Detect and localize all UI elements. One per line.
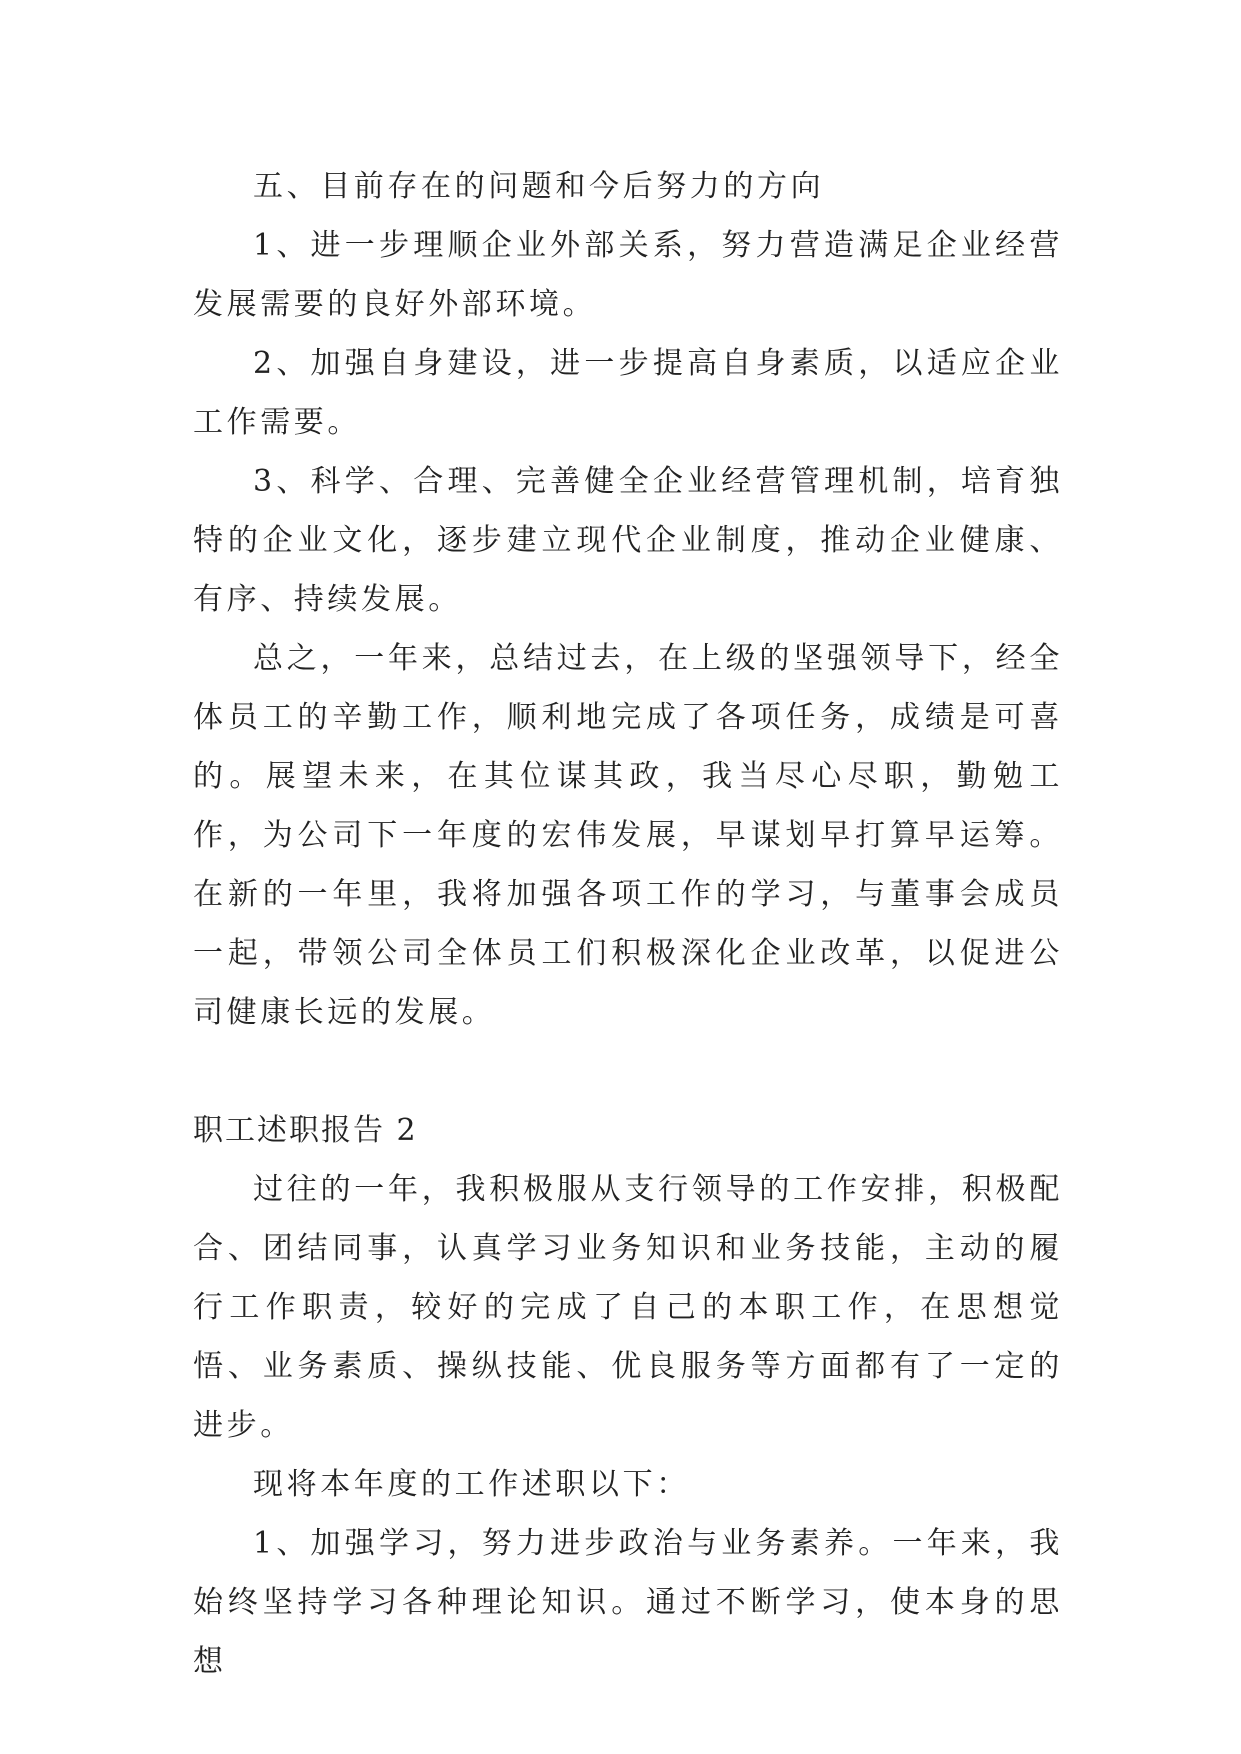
report-item-1: 1、加强学习，努力进步政治与业务素养。一年来，我始终坚持学习各种理论知识。通过不断学习，使本身的思想	[193, 1526, 1063, 1679]
list-item-2: 2、加强自身建设，进一步提高自身素质，以适应企业工作需要。	[193, 346, 1063, 440]
intro-paragraph: 过往的一年，我积极服从支行领导的工作安排，积极配合、团结同事，认真学习业务知识和业务技能，主动的履行工作职责，较好的完成了自己的本职工作，在思想觉悟、业务素质、操纵技能、优良服务等方面都有了一定的进步。	[193, 1172, 1063, 1443]
section-heading: 五、目前存在的问题和今后努力的方向	[253, 169, 825, 204]
list-item-1: 1、进一步理顺企业外部关系，努力营造满足企业经营发展需要的良好外部环境。	[193, 228, 1063, 322]
summary-paragraph: 总之，一年来，总结过去，在上级的坚强领导下，经全体员工的辛勤工作，顺利地完成了各项任务，成绩是可喜的。展望未来，在其位谋其政，我当尽心尽职，勤勉工作，为公司下一年度的宏伟发展，早谋划早打算早运筹。在新的一年里，我将加强各项工作的学习，与董事会成员一起，带领公司全体员工们积极深化企业改革，以促进公司健康长远的发展。	[193, 641, 1063, 1030]
list-item-3: 3、科学、合理、完善健全企业经营管理机制，培育独特的企业文化，逐步建立现代企业制度，推动企业健康、有序、持续发展。	[193, 464, 1063, 617]
document-body	[193, 157, 1063, 1691]
lead-paragraph: 现将本年度的工作述职以下：	[253, 1467, 690, 1502]
report-title: 职工述职报告 2	[193, 1113, 418, 1148]
